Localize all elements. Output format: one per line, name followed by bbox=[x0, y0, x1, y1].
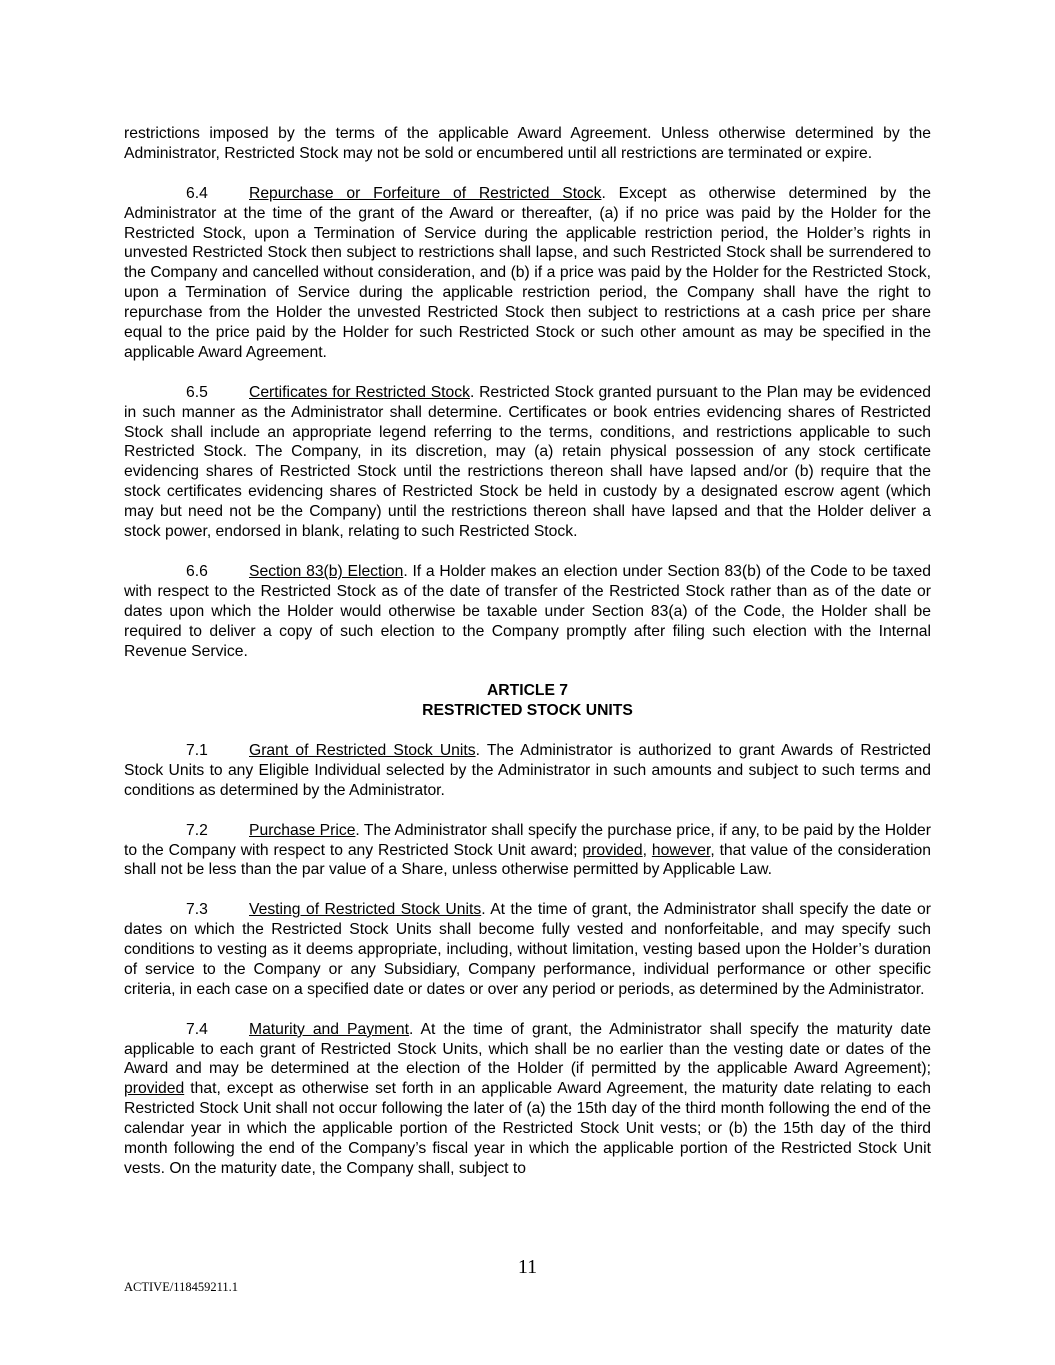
section-title: Section 83(b) Election bbox=[249, 562, 404, 580]
section-title: Purchase Price bbox=[249, 821, 356, 839]
section-body-a: . The Administrator shall specify the purchase price, if any, to be paid by the Holder to the Company with respect to any Restricted Stock Unit award; bbox=[124, 821, 931, 859]
section-body: . At the time of grant, the Administrator shall specify the date or dates on which the Restricted Stock Units shall become fully vested and nonforfeitable, and may specify such conditions to vesting as it deems appropriate, including, without limitation, vesting based upon the Holder’s duration of service to the Company or any Subsidiary, Company performance, individual performance or other specific criteria, in each case on a specified date or dates or over any period or periods, as determined by the Administrator. bbox=[124, 901, 931, 998]
section-6-6 bbox=[124, 562, 931, 662]
provided-term: provided bbox=[582, 841, 643, 859]
section-6-5 bbox=[124, 383, 931, 542]
section-number: 6.4 bbox=[186, 184, 208, 202]
section-number: 7.2 bbox=[186, 821, 208, 839]
section-7-1 bbox=[124, 741, 931, 801]
section-title: Repurchase or Forfeiture of Restricted Stock bbox=[249, 184, 602, 202]
article-number: ARTICLE 7 bbox=[486, 682, 569, 700]
comma: , bbox=[642, 841, 652, 859]
intro-text: restrictions imposed by the terms of the applicable Award Agreement. Unless otherwise determined by the Administrator, Restricted Stock may not be sold or encumbered until all restrictions are terminated or expire. bbox=[124, 125, 931, 162]
section-body: . Restricted Stock granted pursuant to the Plan may be evidenced in such manner as the Administrator shall determine. Certificates or book entries evidencing shares of Restricted Stock shall include an appropriate legend referring to the terms, conditions, and restrictions applicable to such Restricted Stock. The Company, in its discretion, may (a) retain physical possession of any stock certificate evidencing shares of Restricted Stock until the restrictions thereon shall have lapsed and/or (b) require that the stock certificates evidencing shares of Restricted Stock be held in custody by a designated escrow agent (which may but need not be the Company) until the restrictions thereon shall have lapsed and that the Holder deliver a stock power, endorsed in blank, relating to such Restricted Stock. bbox=[124, 383, 931, 541]
section-body-b: that, except as otherwise set forth in an applicable Award Agreement, the maturity date relating to each Restricted Stock Unit shall not occur following the later of (a) the 15th day of the third month following the end of the calendar year in which the applicable portion of the Restricted Stock Unit vests; or (b) the 15th day of the third month following the end of the Company’s fiscal year in which the applicable portion of the Restricted Stock Unit vests. On the maturity date, the Company shall, subject to bbox=[124, 1080, 931, 1177]
section-number: 7.1 bbox=[186, 742, 208, 760]
section-7-4 bbox=[124, 1020, 931, 1179]
section-title: Grant of Restricted Stock Units bbox=[249, 742, 476, 760]
article-heading bbox=[124, 681, 931, 721]
section-body-a: . At the time of grant, the Administrator shall specify the maturity date applicable to each grant of Restricted Stock Units, which shall be no earlier than the vesting date or dates of the Award and may be determined at the election of the Holder (if permitted by the applicable Award Agreement); bbox=[124, 1020, 932, 1078]
provided-term: provided bbox=[124, 1080, 185, 1098]
document-id: ACTIVE/118459211.1 bbox=[124, 1280, 238, 1294]
section-body: . Except as otherwise determined by the Administrator at the time of the grant of the Award or thereafter, (a) if no price was paid by the Holder for the Restricted Stock, upon a Termination of Service during the applicable restriction period, the Holder’s rights in unvested Restricted Stock then subject to restrictions shall lapse, and such Restricted Stock shall be surrendered to the Company and cancelled without consideration, and (b) if a price was paid by the Holder for the Restricted Stock, upon a Termination of Service during the applicable restriction period, the Company shall have the right to repurchase from the Holder the unvested Restricted Stock then subject to restrictions at a cash price per share equal to the price paid by the Holder for such Restricted Stock or such other amount as may be specified in the applicable Award Agreement. bbox=[124, 184, 931, 361]
section-7-3 bbox=[124, 900, 931, 1000]
however-term: however bbox=[651, 841, 711, 859]
section-number: 6.6 bbox=[186, 562, 208, 580]
section-6-4 bbox=[124, 184, 931, 363]
section-number: 6.5 bbox=[186, 383, 208, 401]
page-number: 11 bbox=[517, 1256, 538, 1278]
section-title: Certificates for Restricted Stock bbox=[249, 383, 470, 401]
section-body-b: , that value of the consideration shall not be less than the par value of a Share, unless otherwise permitted by Applicable Law. bbox=[124, 841, 932, 879]
section-number: 7.4 bbox=[186, 1020, 208, 1038]
section-body: . If a Holder makes an election under Section 83(b) of the Code to be taxed with respect to the Restricted Stock as of the date of transfer of the Restricted Stock rather than as of the date or dates upon which the Holder would otherwise be taxable under Section 83(a) of the Code, the Holder shall be required to deliver a copy of such election to the Company promptly after filing such election with the Internal Revenue Service. bbox=[124, 562, 931, 660]
section-7-2 bbox=[124, 821, 931, 881]
article-title: RESTRICTED STOCK UNITS bbox=[422, 702, 633, 720]
intro-paragraph bbox=[124, 124, 931, 164]
page-body bbox=[124, 124, 931, 1199]
section-title: Vesting of Restricted Stock Units bbox=[249, 901, 482, 919]
section-number: 7.3 bbox=[186, 901, 208, 919]
section-title: Maturity and Payment bbox=[249, 1020, 409, 1038]
section-body: . The Administrator is authorized to grant Awards of Restricted Stock Units to any Eligible Individual selected by the Administrator in such amounts and subject to such terms and conditions as determined by the Administrator. bbox=[124, 742, 932, 799]
